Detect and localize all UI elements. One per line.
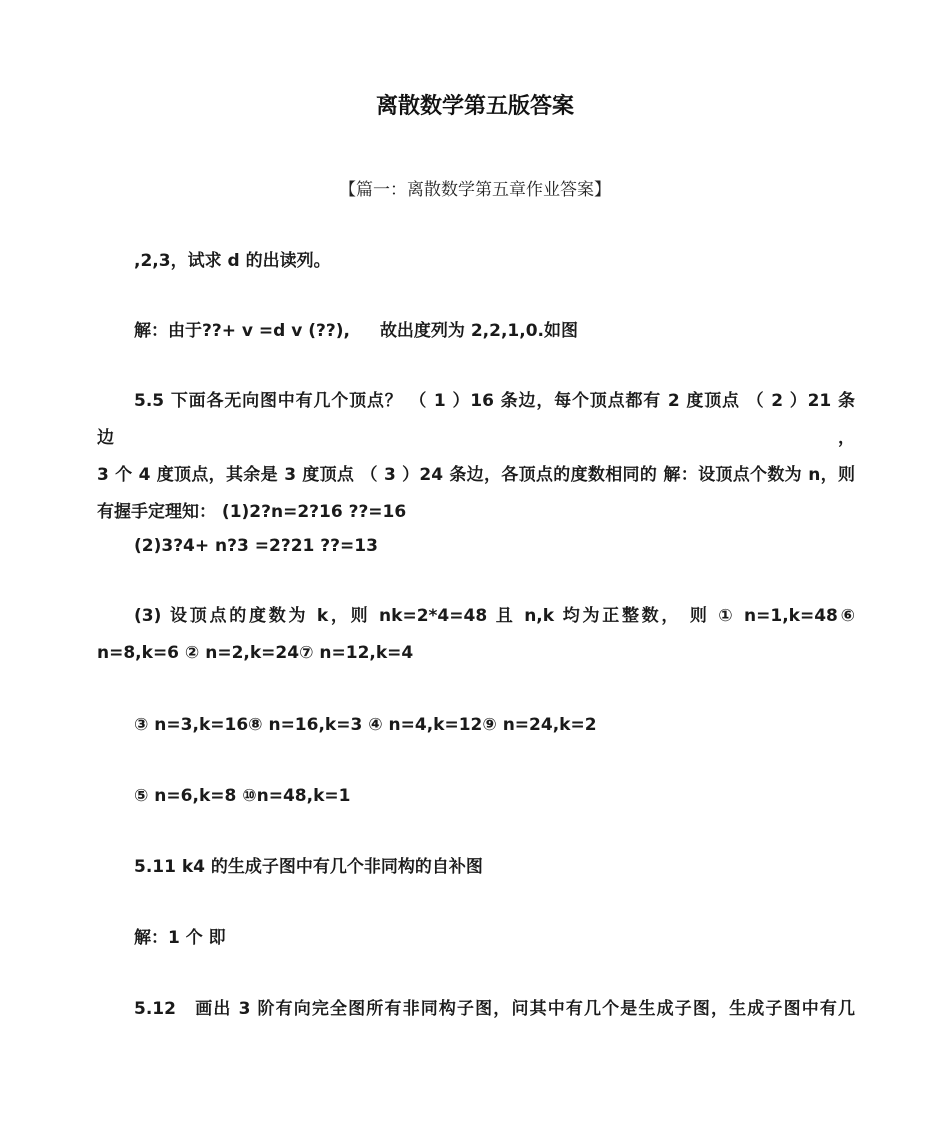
paragraph-degree-sequence [97,243,855,280]
paragraph-problem-5-12 [97,991,855,1028]
document-subtitle: 【篇一：离散数学第五章作业答案】 [339,180,611,200]
paragraph-line: ③ n=3,k=16⑧ n=16,k=3 ④ n=4,k=12⑨ n=24,k=2 [134,715,597,735]
solution-part-a: 解：由于??+ v =d v (??), [134,321,350,341]
paragraph-line-group [97,313,855,350]
document-title: 离散数学第五版答案 [375,94,574,119]
paragraph-problem-5-5 [97,383,855,531]
paragraph-line: 有握手定理知： (1)2?n=2?16 ??=16 [97,502,407,522]
paragraph-case-2 [97,528,855,565]
paragraph-line: n=8,k=6 ② n=2,k=24⑦ n=12,k=4 [97,643,414,663]
paragraph-line: 解：1 个 即 [134,928,226,948]
paragraph-line: ,2,3，试求 d 的出读列。 [134,251,331,271]
paragraph-case-3 [97,598,855,672]
paragraph-solutions-list-1 [97,707,855,744]
paragraph-line: 5.12 画出 3 阶有向完全图所有非同构子图，问其中有几个是生成子图，生成子图中有几 [134,999,855,1019]
paragraph-line: 5.5 下面各无向图中有几个顶点？ （ 1 ）16 条边，每个顶点都有 2 度顶点 （ 2 ）21 条边， [97,391,855,448]
paragraph-problem-5-11 [97,849,855,886]
paragraph-line: (3) 设顶点的度数为 k，则 nk=2*4=48 且 n,k 均为正整数， 则 ① n=1,k=48⑥ [134,606,855,626]
paragraph-line: ⑤ n=6,k=8 ⑩n=48,k=1 [134,786,351,806]
paragraph-line: 5.11 k4 的生成子图中有几个非同构的自补图 [134,857,483,877]
solution-part-b: 故出度列为 2,2,1,0.如图 [379,321,579,341]
paragraph-solution-outdegree [97,313,855,350]
paragraph-line: 3 个 4 度顶点，其余是 3 度顶点 （ 3 ）24 条边，各顶点的度数相同的 解：设顶点个数为 n，则 [97,465,855,485]
paragraph-line: (2)3?4+ n?3 =2?21 ??=13 [134,536,378,556]
paragraph-solution-5-11 [97,920,855,957]
paragraph-solutions-list-2 [97,778,855,815]
